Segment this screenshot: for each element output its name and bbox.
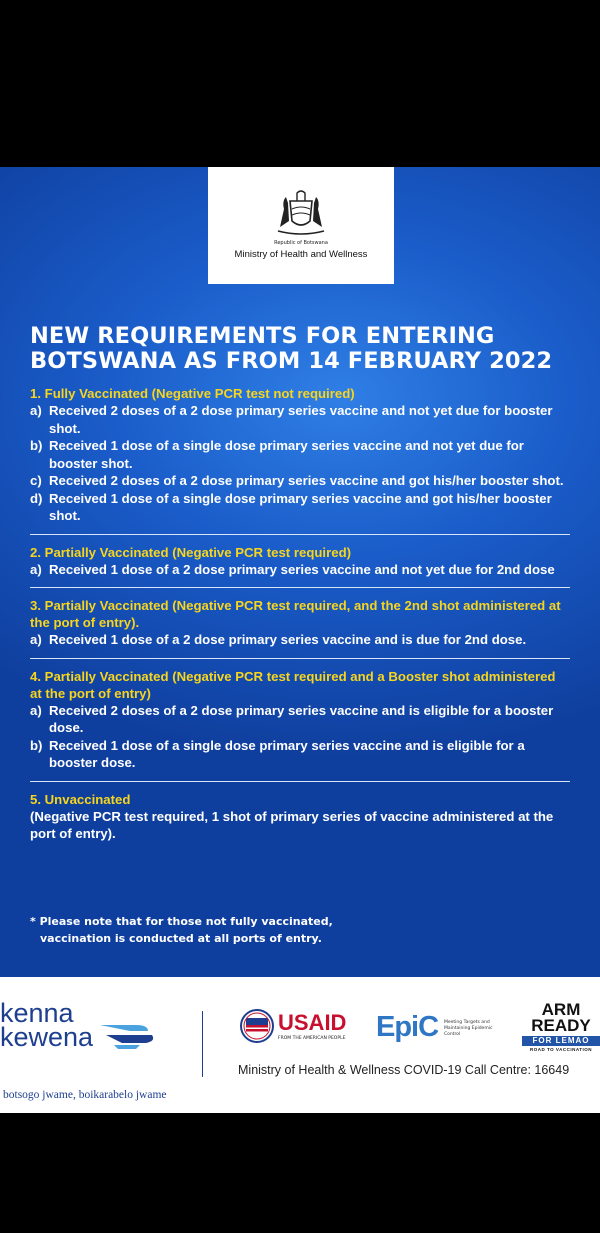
usaid-seal-icon xyxy=(240,1009,274,1043)
item-label: b) xyxy=(30,737,43,753)
section-title: 1. Fully Vaccinated (Negative PCR test not required) xyxy=(30,386,355,401)
item-text: Received 1 dose of a single dose primary series vaccine and got his/her booster shot. xyxy=(49,490,552,523)
section-title: 3. Partially Vaccinated (Negative PCR test required, and the 2nd shot administered at the port of entry). xyxy=(30,598,561,630)
headline-line-1: NEW REQUIREMENTS FOR ENTERING xyxy=(30,323,495,349)
item-text: Received 1 dose of a 2 dose primary series vaccine and not yet due for 2nd dose xyxy=(49,561,555,577)
item-text: Received 1 dose of a 2 dose primary series vaccine and is due for 2nd dose. xyxy=(49,632,527,647)
item-text: Received 2 doses of a 2 dose primary series vaccine and got his/her booster shot. xyxy=(49,473,564,488)
section-partially-vaccinated xyxy=(30,544,570,579)
arm-word: ARM xyxy=(541,1000,581,1019)
item-text: Received 1 dose of a single dose primary series vaccine and is eligible for a booster dose. xyxy=(49,737,525,770)
kewena-word: kewena xyxy=(0,1022,94,1052)
ministry-label: Ministry of Health and Wellness xyxy=(234,249,368,260)
kenna-word: kenna xyxy=(0,998,74,1028)
item-label: a) xyxy=(30,702,42,718)
item-label: b) xyxy=(30,438,43,453)
section-unvaccinated xyxy=(30,791,570,843)
divider xyxy=(30,658,570,659)
usaid-logo: USAID xyxy=(278,1010,347,1035)
divider xyxy=(30,587,570,588)
ready-word: READY xyxy=(531,1016,591,1035)
usaid-subtitle: FROM THE AMERICAN PEOPLE xyxy=(278,1036,346,1041)
item-label: a) xyxy=(30,632,42,647)
item-label: a) xyxy=(30,403,42,418)
arm-ready-bar: FOR LEMAO xyxy=(522,1036,600,1046)
footnote xyxy=(30,914,333,947)
item-label: c) xyxy=(30,473,42,488)
headline-line-2: BOTSWANA AS FROM 14 FEBRUARY 2022 xyxy=(30,348,553,374)
list-item xyxy=(30,437,570,472)
call-centre-info: Ministry of Health & Wellness COVID-19 Call Centre: 16649 xyxy=(238,1063,570,1077)
footer-divider xyxy=(202,1011,203,1077)
arm-ready-subtitle: ROAD TO VACCINATION xyxy=(530,1047,592,1052)
footnote-line-2: vaccination is conducted at all ports of entry. xyxy=(40,931,322,945)
section-title: 4. Partially Vaccinated (Negative PCR test required and a Booster shot administered at the port of entry) xyxy=(30,668,556,701)
section-title: 5. Unvaccinated xyxy=(30,791,131,807)
requirements-list xyxy=(30,385,570,843)
list-item xyxy=(30,702,570,737)
item-text: Received 2 doses of a 2 dose primary series vaccine and is eligible for a booster dose. xyxy=(49,702,554,735)
list-item xyxy=(30,472,570,490)
list-item xyxy=(30,737,570,772)
ministry-logo xyxy=(208,167,394,284)
kenna-tagline: botsogo jwame, boikarabelo jwame xyxy=(3,1089,167,1101)
section-text: (Negative PCR test required, 1 shot of primary series of vaccine administered at the port of entry). xyxy=(30,808,554,841)
footnote-line-1: * Please note that for those not fully vaccinated, xyxy=(30,915,333,928)
kenna-kewena-logo xyxy=(0,998,170,1101)
list-item xyxy=(30,402,570,437)
item-text: Received 1 dose of a single dose primary series vaccine and not yet due for booster shot. xyxy=(49,438,524,471)
section-partially-vaccinated-2nd-shot xyxy=(30,597,570,649)
item-text: Received 2 doses of a 2 dose primary series vaccine and not yet due for booster shot. xyxy=(49,403,553,436)
epic-logo: EpiC xyxy=(376,1011,439,1043)
kenna-swoosh-icon xyxy=(96,1011,158,1051)
list-item xyxy=(30,561,570,579)
partner-logos xyxy=(240,1000,600,1055)
arm-ready-logo xyxy=(522,1002,600,1053)
divider xyxy=(30,781,570,782)
poster xyxy=(0,167,600,977)
headline xyxy=(30,324,590,374)
divider xyxy=(30,534,570,535)
republic-label: Republic of Botswana xyxy=(274,240,328,246)
list-item xyxy=(30,631,570,649)
item-label: d) xyxy=(30,490,43,506)
section-fully-vaccinated xyxy=(30,385,570,525)
section-title: 2. Partially Vaccinated (Negative PCR test required) xyxy=(30,544,352,560)
coat-of-arms-icon xyxy=(272,187,330,239)
footer xyxy=(0,977,600,1113)
section-partially-vaccinated-booster xyxy=(30,668,570,772)
epic-subtitle: Meeting Targets and Maintaining Epidemic Control xyxy=(444,1020,493,1037)
item-label: a) xyxy=(30,561,42,577)
list-item xyxy=(30,490,570,525)
